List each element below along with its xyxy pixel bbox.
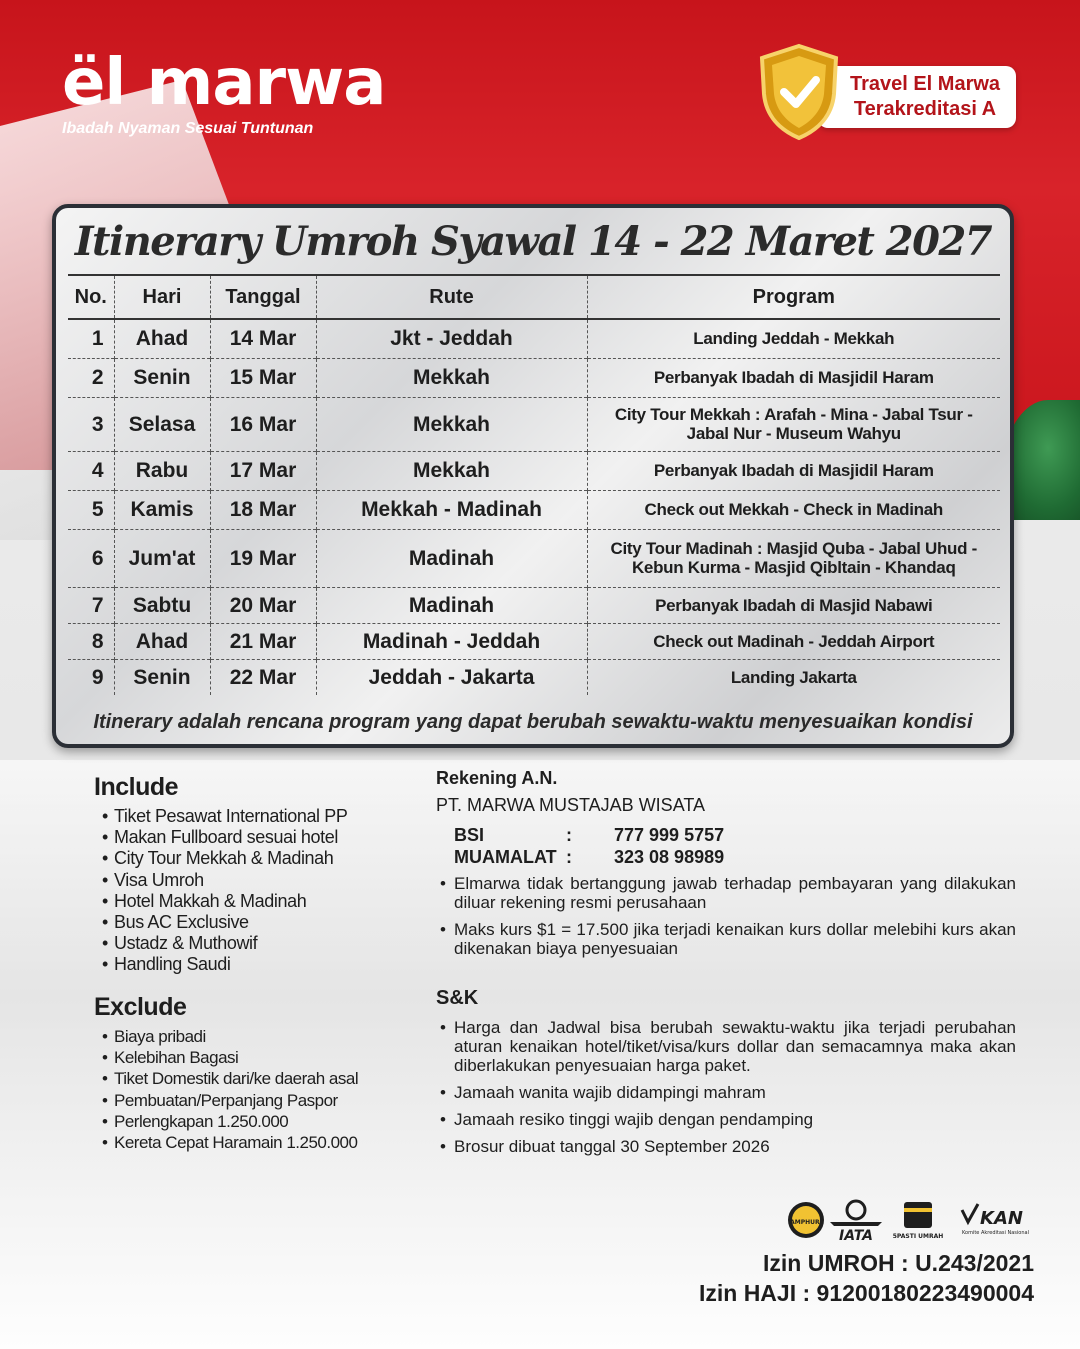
header-tanggal: Tanggal xyxy=(210,275,316,319)
cell-hari: Rabu xyxy=(114,451,210,490)
list-item: • Handling Saudi xyxy=(94,954,414,975)
terms-list xyxy=(436,1018,1016,1156)
table-row xyxy=(68,397,1000,451)
cell-tanggal: 22 Mar xyxy=(210,659,316,695)
umrah-logo xyxy=(893,1202,944,1240)
exclude-list xyxy=(94,1026,414,1153)
itinerary-note: Itinerary adalah rencana program yang dapat berubah sewaktu-waktu menyesuaikan kondisi xyxy=(93,711,973,733)
list-item: • Kelebihan Bagasi xyxy=(94,1047,414,1068)
cell-rute: Mekkah xyxy=(316,397,587,451)
itinerary-title: Itinerary Umroh Syawal 14 - 22 Maret 2027 xyxy=(74,218,992,265)
rekening-name: PT. MARWA MUSTAJAB WISATA xyxy=(436,795,706,815)
cell-rute: Madinah xyxy=(316,587,587,623)
list-item: • Perlengkapan 1.250.000 xyxy=(94,1111,414,1132)
table-row xyxy=(68,358,1000,397)
cell-tanggal: 17 Mar xyxy=(210,451,316,490)
cell-rute: Mekkah xyxy=(316,451,587,490)
header-no: No. xyxy=(68,275,114,319)
amphuri-logo xyxy=(788,1202,824,1238)
cell-rute: Mekkah xyxy=(316,358,587,397)
cell-program: Landing Jakarta xyxy=(587,659,1000,695)
cell-tanggal: 20 Mar xyxy=(210,587,316,623)
cell-rute: Jeddah - Jakarta xyxy=(316,659,587,695)
cell-rute: Mekkah - Madinah xyxy=(316,490,587,529)
exclude-title: Exclude xyxy=(94,993,187,1021)
cell-program: City Tour Mekkah : Arafah - Mina - Jabal Tsur - Jabal Nur - Museum Wahyu xyxy=(587,397,1000,451)
cell-tanggal: 14 Mar xyxy=(210,319,316,358)
cell-hari: Senin xyxy=(114,358,210,397)
rekening-note: • Elmarwa tidak bertanggung jawab terhadap pembayaran yang dilakukan diluar rekening resmi perusahaan xyxy=(436,874,1016,912)
account-row-muamalat xyxy=(454,846,1016,868)
badge-label xyxy=(818,66,1016,128)
account-number: 777 999 5757 xyxy=(614,825,725,845)
logo-wordmark: ël marwa xyxy=(62,46,386,120)
cell-hari: Senin xyxy=(114,659,210,695)
cell-no: 4 xyxy=(68,451,114,490)
include-section xyxy=(94,773,414,976)
account-colon: : xyxy=(566,847,572,867)
terms-title: S&K xyxy=(436,987,479,1009)
kan-logo xyxy=(962,1204,1029,1236)
rekening-section xyxy=(436,768,1016,966)
badge-line-2: Terakreditasi A xyxy=(853,98,997,120)
itinerary-card xyxy=(52,204,1014,748)
izin-umroh: Izin UMROH : U.243/2021 xyxy=(763,1250,1034,1276)
bank-name: BSI xyxy=(454,825,485,845)
header-program: Program xyxy=(587,275,1000,319)
cell-rute: Jkt - Jeddah xyxy=(316,319,587,358)
cell-no: 2 xyxy=(68,358,114,397)
list-item: • Hotel Makkah & Madinah xyxy=(94,891,414,912)
partner-logos xyxy=(786,1196,1036,1244)
kan-logo-subtext: Komite Akreditasi Nasional xyxy=(962,1230,1029,1236)
list-item: • Pembuatan/Perpanjang Paspor xyxy=(94,1090,414,1111)
accreditation-badge xyxy=(756,42,1018,142)
cell-hari: Ahad xyxy=(114,623,210,659)
account-colon: : xyxy=(566,825,572,845)
account-row-bsi xyxy=(454,824,1016,846)
iata-logo-text: IATA xyxy=(838,1228,874,1244)
terms-item: • Brosur dibuat tanggal 30 September 2026 xyxy=(436,1137,1016,1156)
cell-tanggal: 15 Mar xyxy=(210,358,316,397)
list-item: • Kereta Cepat Haramain 1.250.000 xyxy=(94,1132,414,1153)
cell-program: Perbanyak Ibadah di Masjidil Haram xyxy=(587,358,1000,397)
cell-tanggal: 19 Mar xyxy=(210,529,316,587)
license-info xyxy=(699,1248,1034,1308)
cell-tanggal: 21 Mar xyxy=(210,623,316,659)
cell-no: 1 xyxy=(91,327,104,351)
include-list xyxy=(94,806,414,976)
list-item: • Tiket Domestik dari/ke daerah asal xyxy=(94,1068,414,1089)
rekening-note: • Maks kurs $1 = 17.500 jika terjadi kenaikan kurs dollar melebihi kurs akan dikenakan biaya penyesuaian xyxy=(436,920,1016,958)
cell-program: Check out Mekkah - Check in Madinah xyxy=(587,490,1000,529)
cell-rute: Madinah xyxy=(316,529,587,587)
table-row xyxy=(68,490,1000,529)
list-item: • Ustadz & Muthowif xyxy=(94,933,414,954)
list-item: • Biaya pribadi xyxy=(94,1026,414,1047)
cell-program: Landing Jeddah - Mekkah xyxy=(587,319,1000,358)
cell-no: 3 xyxy=(68,397,114,451)
terms-item: • Harga dan Jadwal bisa berubah sewaktu-waktu jika terjadi perubahan aturan kenaikan hotel/tiket/visa/kurs dollar dan semacamnya maka akan diberlakukan penyesuaian harga paket. xyxy=(436,1018,1016,1075)
table-row xyxy=(68,319,1000,358)
cell-program: Perbanyak Ibadah di Masjidil Haram xyxy=(587,451,1000,490)
umrah-logo-text: 5PASTI UMRAH xyxy=(892,1233,944,1240)
table-row xyxy=(68,587,1000,623)
list-item: • Visa Umroh xyxy=(94,870,414,891)
cell-hari: Jum'at xyxy=(114,529,210,587)
table-header-row xyxy=(68,275,1000,319)
cell-program: Perbanyak Ibadah di Masjid Nabawi xyxy=(587,587,1000,623)
cell-program: City Tour Madinah : Masjid Quba - Jabal Uhud - Kebun Kurma - Masjid Qibltain - Khandaq xyxy=(587,529,1000,587)
izin-haji: Izin HAJI : 91200180223490004 xyxy=(698,1280,1034,1306)
header-rute: Rute xyxy=(316,275,587,319)
cell-no: 6 xyxy=(68,529,114,587)
include-title: Include xyxy=(94,773,179,801)
account-number: 323 08 98989 xyxy=(614,847,725,867)
cell-program: Check out Madinah - Jeddah Airport xyxy=(587,623,1000,659)
cell-no: 9 xyxy=(68,659,114,695)
cell-no: 7 xyxy=(68,587,114,623)
rekening-notes xyxy=(436,874,1016,958)
el-marwa-logo xyxy=(62,46,386,138)
amphuri-logo-text: AMPHURI xyxy=(790,1219,822,1226)
cell-tanggal: 16 Mar xyxy=(210,397,316,451)
terms-item: • Jamaah wanita wajib didampingi mahram xyxy=(436,1083,1016,1102)
rekening-label: Rekening A.N. xyxy=(436,768,558,788)
iata-logo xyxy=(830,1201,882,1244)
table-row xyxy=(68,659,1000,695)
header-hari: Hari xyxy=(114,275,210,319)
table-row xyxy=(68,623,1000,659)
cell-rute: Madinah - Jeddah xyxy=(316,623,587,659)
cell-no: 8 xyxy=(68,623,114,659)
table-row xyxy=(68,529,1000,587)
cell-no: 5 xyxy=(68,490,114,529)
terms-section xyxy=(436,987,1016,1164)
list-item: • Bus AC Exclusive xyxy=(94,912,414,933)
list-item: • City Tour Mekkah & Madinah xyxy=(94,848,414,869)
table-row xyxy=(68,451,1000,490)
cell-tanggal: 18 Mar xyxy=(210,490,316,529)
cell-hari: Sabtu xyxy=(114,587,210,623)
account-list xyxy=(436,824,1016,868)
badge-line-1: Travel El Marwa xyxy=(849,73,1001,95)
terms-item: • Jamaah resiko tinggi wajib dengan pendamping xyxy=(436,1110,1016,1129)
cell-hari: Ahad xyxy=(114,319,210,358)
list-item: • Makan Fullboard sesuai hotel xyxy=(94,827,414,848)
itinerary-table xyxy=(68,274,1000,695)
exclude-section xyxy=(94,993,414,1153)
logo-tagline: Ibadah Nyaman Sesuai Tuntunan xyxy=(62,120,314,137)
shield-check-icon xyxy=(756,42,842,142)
list-item: • Tiket Pesawat International PP xyxy=(94,806,414,827)
cell-hari: Selasa xyxy=(114,397,210,451)
kan-logo-text: KAN xyxy=(980,1208,1023,1229)
bank-name: MUAMALAT xyxy=(454,847,557,867)
cell-hari: Kamis xyxy=(114,490,210,529)
